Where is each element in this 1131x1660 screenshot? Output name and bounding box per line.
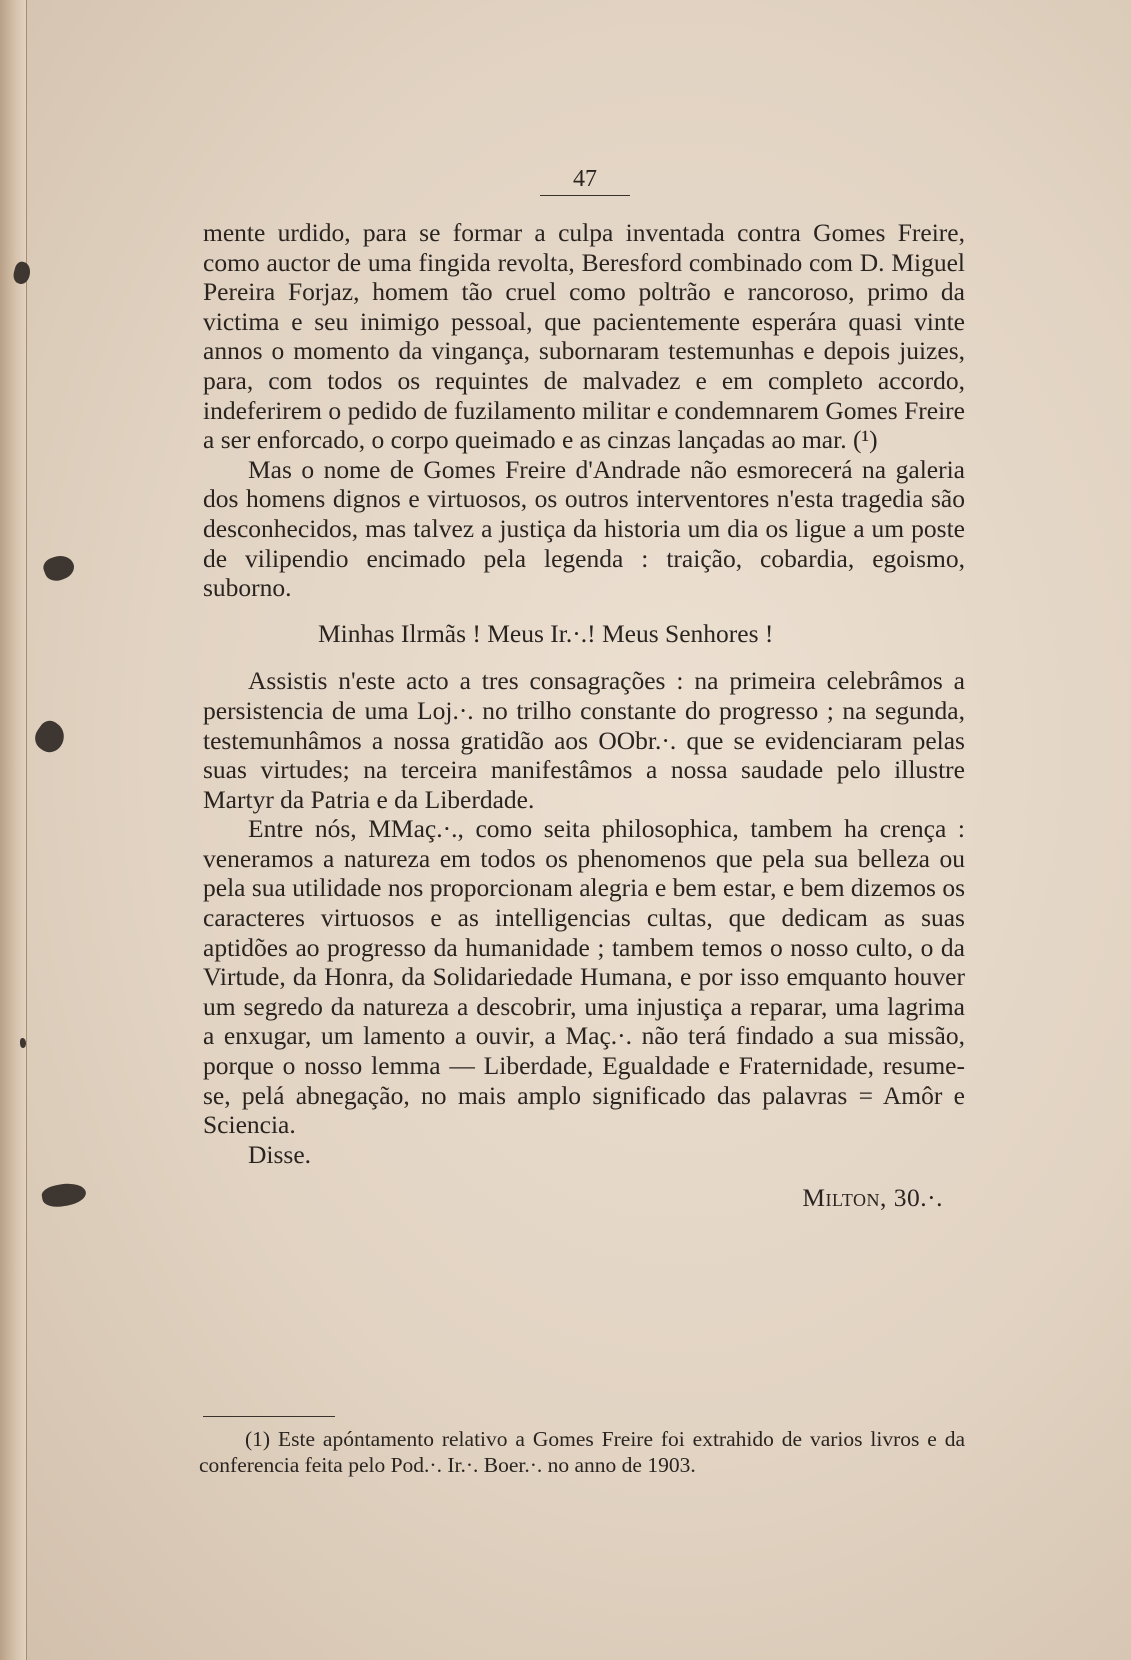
binding-edge (0, 0, 27, 1660)
footnote-marker: (1) (245, 1427, 271, 1451)
body-text (203, 218, 965, 1213)
footnote (199, 1426, 965, 1478)
paragraph: mente urdido, para se formar a culpa inventada contra Gomes Freire, como auctor de uma fingida revolta, Beresford combinado com D. Miguel Pereira Forjaz, homem tão cruel como poltrão e rancoroso, primo da victima e seu inimigo pessoal, que pacientemente esperára quasi vinte annos o momento da vingança, subornaram testemunhas e depois juizes, para, com todos os requintes de malvadez e em completo accordo, indeferirem o pedido de fuzilamento militar e condemnarem Gomes Freire a ser enforcado, o corpo queimado e as cinzas lançadas ao mar. (¹) (203, 218, 965, 455)
closing-word: Disse. (248, 1139, 312, 1169)
page-number: 47 (540, 166, 630, 196)
salutation: Minhas Ilrmãs ! Meus Ir.·.! Meus Senhores ! (318, 618, 774, 648)
footnote-text: Este apóntamento relativo a Gomes Freire foi extrahido de varios livros e da conferencia feita pelo Pod.·. Ir.·. Boer.·. no anno de 1903. (199, 1427, 965, 1477)
footnote-rule (203, 1416, 335, 1417)
signature: Milton, 30.·. (802, 1183, 943, 1213)
paper-tear (41, 552, 77, 585)
paper-tear (40, 1180, 87, 1209)
paragraph: Assistis n'este acto a tres consagrações : na primeira celebrâmos a persistencia de uma Loj.·. no trilho constante do progresso ; na segunda, testemunhâmos a nossa gratidão aos OObr.·. que se evidenciaram pelas suas virtudes; na terceira manifestâmos a nossa saudade pelo illustre Martyr da Patria e da Liberdade. (203, 666, 965, 814)
paper-tear (20, 1038, 26, 1048)
paragraph: Mas o nome de Gomes Freire d'Andrade não esmorecerá na galeria dos homens dignos e virtuosos, os outros interventores n'esta tragedia são desconhecidos, mas talvez a justiça da historia um dia os ligue a um poste de vilipendio encimado pela legenda : traição, cobardia, egoismo, suborno. (203, 454, 965, 603)
paragraph: Entre nós, MMaç.·., como seita philosophica, tambem ha crença : veneramos a natureza em todos os phenomenos que pela sua belleza ou pela sua utilidade nos proporcionam alegria e bem estar, e bem dizemos os caracteres virtuosos e as intelligencias cultas, que dedicam as suas aptidões ao progresso da humanidade ; tambem temos o nosso culto, o da Virtude, da Honra, da Solidariedade Humana, e por isso emquanto houver um segredo da natureza a descobrir, uma injustiça a reparar, uma lagrima a enxugar, um lamento a ouvir, a Maç.·. não terá findado a sua missão, porque o nosso lemma — Liberdade, Egualdade e Fraternidade, resume-se, pelá abnegação, no mais amplo significado das palavras = Amôr e Sciencia. (203, 814, 965, 1140)
paper-tear (30, 717, 70, 758)
